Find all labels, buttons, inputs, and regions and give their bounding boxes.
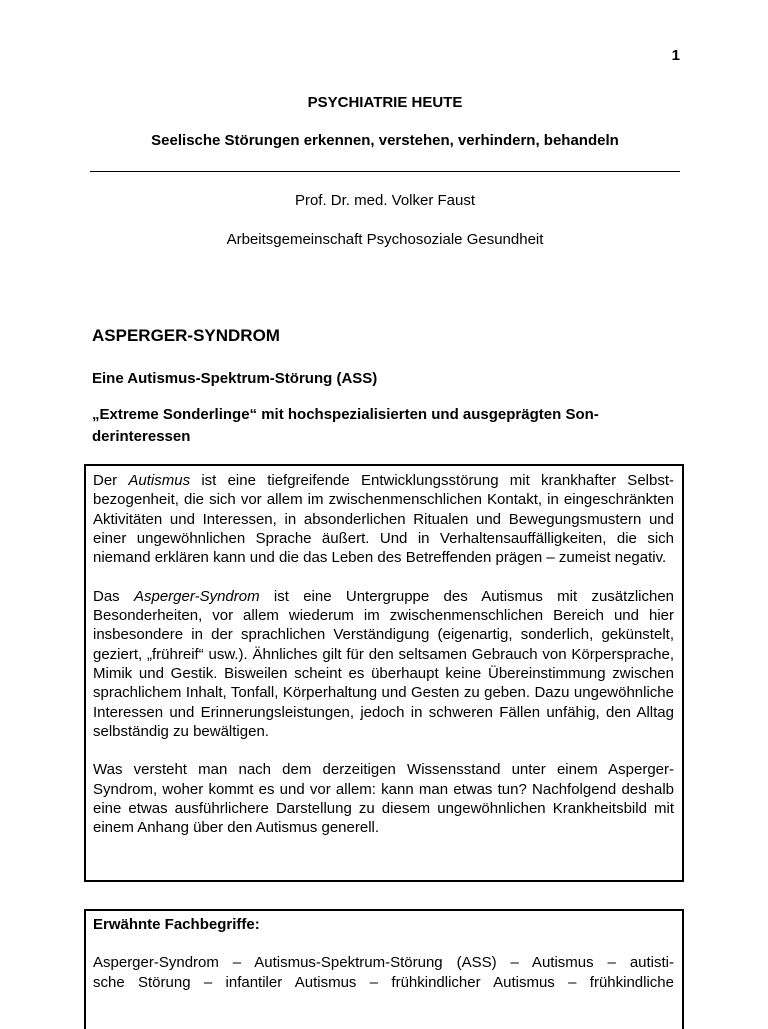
intro-p2-start: Das — [93, 587, 134, 605]
intro-paragraph-question: Was versteht man nach dem derzeitigen Wissensstand unter einem Asperger-Syndrom, woher kommt es und vor allem: kann man etwas tun? Nachfolgend deshalb eine etwas ausführlichere Darstellung zu diesem ungewöhnlichen Krankheitsbild mit einem Anhang über den Autismus generell. — [93, 761, 674, 837]
series-title: PSYCHIATRIE HEUTE — [307, 94, 463, 111]
term-asperger-syndrom: Asperger-Syndrom — [133, 587, 260, 605]
terms-box — [84, 909, 684, 1029]
intro-p2-rest: ist eine Untergruppe des Autismus mit zusätzlichen Besonderheiten, vor allem wiederum im zwischenmenschlichen Bereich und hier insbesondere in der sprachlichen Verständigung (eigenartig, sonderlich, gekünstelt, geziert, „frühreif“ usw.). Ähnliches gilt für den seltsamen Gebrauch von Körpersprache, Mimik und Gestik. Bisweilen scheint es überhaupt keine Übereinstimmung zwischen sprachlichem Inhalt, Tonfall, Körperhaltung und Gesten zu geben. Dazu ungewöhnliche Interessen und Erinnerungsleistungen, jedoch in schweren Fällen unfähig, den Alltag selbständig zu bewältigen. — [93, 587, 675, 740]
organization-name: Arbeitsgemeinschaft Psychosoziale Gesundheit — [226, 231, 544, 248]
terms-line-1: Asperger-Syndrom – Autismus-Spektrum-Störung (ASS) – Autismus – autisti- — [93, 954, 674, 972]
intro-p1-start: Der — [93, 472, 129, 489]
series-subtitle: Seelische Störungen erkennen, verstehen, verhindern, behandeln — [151, 132, 619, 149]
intro-box — [84, 464, 684, 882]
intro-p1-rest: ist eine tiefgreifende Entwicklungsstörung mit krankhafter Selbstbezogenheit, die sich vor allem im zwischenmenschlichen Kontakt, in eingeschränkten Aktivitäten und Interessen, in absonderlichen Ritualen und Bewegungsmustern und einer ungewöhnlichen Sprache äußert. Und in Verhaltensauffälligkeiten, die sich niemand erklären kann und die das Leben des Betreffenden prägen – zumeist negativ. — [93, 472, 674, 567]
author-name: Prof. Dr. med. Volker Faust — [294, 192, 476, 209]
tagline-line-1: „Extreme Sonderlinge“ mit hochspezialisierten und ausgeprägten Son- — [92, 406, 599, 423]
document-subtitle: Eine Autismus-Spektrum-Störung (ASS) — [92, 370, 378, 387]
document-title: ASPERGER-SYNDROM — [92, 326, 280, 345]
term-autismus: Autismus — [128, 472, 191, 489]
tagline-line-2: derinteressen — [92, 428, 191, 445]
document-tagline — [92, 404, 662, 448]
page-number: 1 — [671, 47, 680, 64]
intro-paragraph-autismus — [93, 471, 674, 567]
intro-paragraph-asperger — [93, 587, 674, 741]
terms-heading: Erwähnte Fachbegriffe: — [93, 916, 260, 933]
terms-line-2: sche Störung – infantiler Autismus – frühkindlicher Autismus – frühkindliche — [93, 973, 674, 991]
horizontal-rule — [90, 171, 680, 172]
